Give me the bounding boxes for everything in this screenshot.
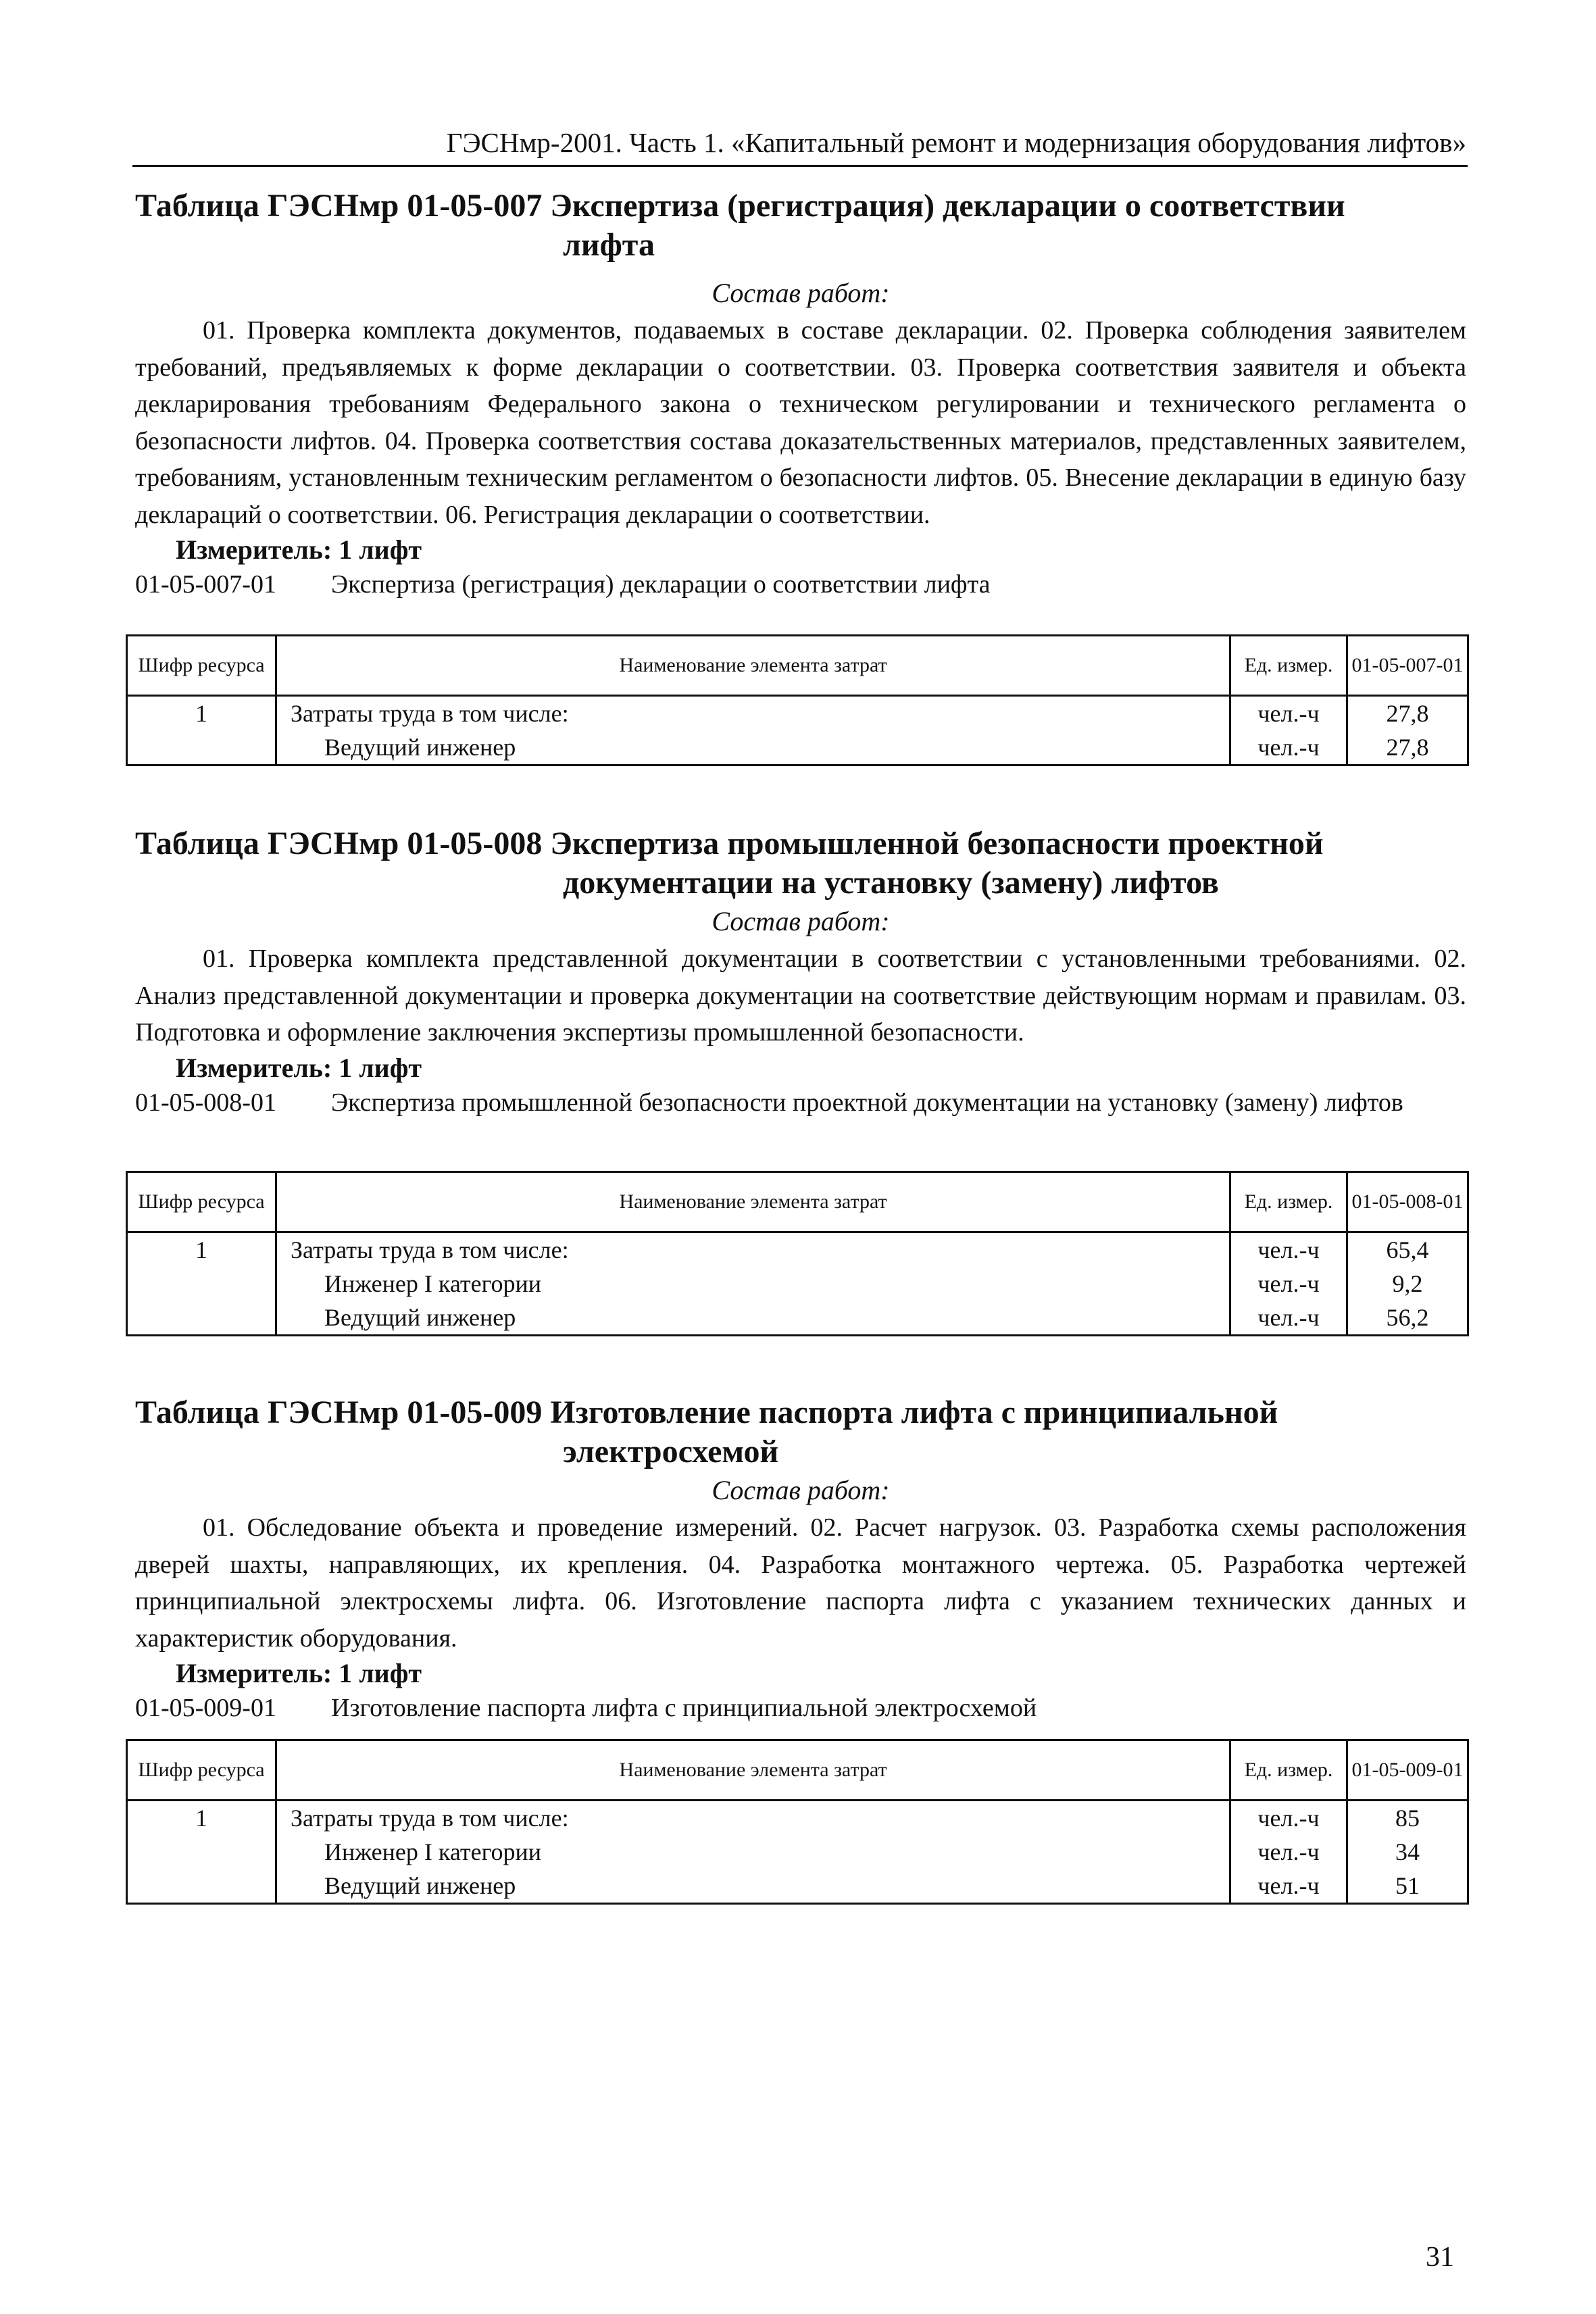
table-row — [127, 1835, 1468, 1869]
table-header-row — [127, 1740, 1468, 1801]
table-row — [127, 1869, 1468, 1904]
header-cost-element: Наименование элемента затрат — [276, 636, 1230, 696]
header-resource-code: Шифр ресурса — [127, 636, 276, 696]
header-resource-code: Шифр ресурса — [127, 1172, 276, 1232]
cell-code — [127, 1835, 276, 1869]
meter-label: Измеритель: 1 лифт — [176, 1658, 422, 1688]
section-01-05-007 — [135, 186, 1466, 603]
section-01-05-009 — [135, 1393, 1466, 1726]
cell-unit: чел.-ч — [1230, 1301, 1347, 1336]
table-row — [127, 1801, 1468, 1836]
header-resource-code: Шифр ресурса — [127, 1740, 276, 1801]
header-norm-code: 01-05-008-01 — [1347, 1172, 1468, 1232]
header-norm-code: 01-05-007-01 — [1347, 636, 1468, 696]
table-row — [127, 696, 1468, 731]
cell-value: 85 — [1347, 1801, 1468, 1836]
section-title — [135, 1393, 1466, 1472]
meter-label: Измеритель: 1 лифт — [176, 1052, 422, 1083]
cell-code: 1 — [127, 1801, 276, 1836]
norm-code-line — [135, 1085, 1466, 1121]
header-unit: Ед. измер. — [1230, 1172, 1347, 1232]
works-composition-text: 01. Проверка комплекта представленной документации в соответствии с установленными требованиями. 02. Анализ представленной документации и проверка документации на соответствие действующим нормам и правилам. 03. Подготовка и оформление заключения экспертизы промышленной безопасности. — [135, 945, 1466, 1047]
works-composition-label: Состав работ: — [712, 1475, 890, 1505]
works-composition-text: 01. Проверка комплекта документов, подаваемых в составе декларации. 02. Проверка соблюдения заявителем требований, предъявляемых к форме декларации о соответствии. 03. Проверка соответствия заявителя и объекта декларирования требованиям Федерального закона о техническом регулировании и технического регламента о безопасности лифтов. 04. Проверка соответствия состава доказательственных материалов, представленных заявителем, требованиям, установленным техническим регламентом о безопасности лифтов. 05. Внесение декларации в единую базу деклараций о соответствии. 06. Регистрация декларации о соответствии. — [135, 316, 1466, 529]
cell-unit: чел.-ч — [1230, 1232, 1347, 1267]
cell-value: 34 — [1347, 1835, 1468, 1869]
header-cost-element: Наименование элемента затрат — [276, 1172, 1230, 1232]
header-unit: Ед. измер. — [1230, 636, 1347, 696]
norm-code: 01-05-008-01 — [135, 1088, 276, 1117]
cell-value: 9,2 — [1347, 1267, 1468, 1301]
cell-value: 27,8 — [1347, 696, 1468, 731]
section-01-05-008 — [135, 824, 1466, 1121]
cell-name: Затраты труда в том числе: — [276, 1801, 1230, 1836]
cell-unit: чел.-ч — [1230, 696, 1347, 731]
cell-name: Затраты труда в том числе: — [276, 1232, 1230, 1267]
cell-value: 27,8 — [1347, 730, 1468, 765]
table-row — [127, 730, 1468, 765]
cell-code — [127, 1301, 276, 1336]
header-cost-element: Наименование элемента затрат — [276, 1740, 1230, 1801]
section-title-line-2: документации на установку (замену) лифтов — [563, 865, 1219, 901]
section-title — [135, 824, 1466, 903]
norm-description: Экспертиза (регистрация) декларации о соответствии лифта — [331, 570, 991, 599]
cell-unit: чел.-ч — [1230, 1267, 1347, 1301]
norm-table-01-05-007 — [126, 634, 1469, 766]
cell-name: Затраты труда в том числе: — [276, 696, 1230, 731]
header-rule — [132, 165, 1468, 167]
table-row — [127, 1232, 1468, 1267]
works-composition-label: Состав работ: — [712, 906, 890, 936]
works-composition-label: Состав работ: — [712, 278, 890, 308]
norm-table-01-05-009 — [126, 1739, 1469, 1905]
table-row — [127, 1267, 1468, 1301]
cell-code — [127, 1267, 276, 1301]
cell-code — [127, 1869, 276, 1904]
page-number: 31 — [1426, 2242, 1454, 2273]
section-title-line-2: лифта — [563, 227, 655, 263]
meter-label: Измеритель: 1 лифт — [176, 534, 422, 565]
section-title-line-1: Таблица ГЭСНмр 01-05-007 Экспертиза (регистрация) декларации о соответствии — [135, 188, 1345, 224]
norm-code: 01-05-009-01 — [135, 1694, 276, 1722]
cell-unit: чел.-ч — [1230, 1869, 1347, 1904]
cell-code: 1 — [127, 1232, 276, 1267]
cell-code — [127, 730, 276, 765]
norm-description: Экспертиза промышленной безопасности проектной документации на установку (замену) лифтов — [331, 1088, 1403, 1117]
norm-description: Изготовление паспорта лифта с принципиальной электросхемой — [331, 1694, 1037, 1722]
works-composition-text: 01. Обследование объекта и проведение измерений. 02. Расчет нагрузок. 03. Разработка схемы расположения дверей шахты, направляющих, их крепления. 04. Разработка монтажного чертежа. 05. Разработка чертежей принципиальной электросхемы лифта. 06. Изготовление паспорта лифта с указанием технических данных и характеристик оборудования. — [135, 1513, 1466, 1653]
cell-name: Ведущий инженер — [276, 1869, 1230, 1904]
header-unit: Ед. измер. — [1230, 1740, 1347, 1801]
norm-code-line — [135, 1690, 1466, 1726]
section-title — [135, 186, 1466, 265]
table-row — [127, 1301, 1468, 1336]
cell-unit: чел.-ч — [1230, 1835, 1347, 1869]
cell-code: 1 — [127, 696, 276, 731]
norm-code: 01-05-007-01 — [135, 570, 276, 599]
section-title-line-1: Таблица ГЭСНмр 01-05-008 Экспертиза промышленной безопасности проектной — [135, 826, 1324, 861]
cell-unit: чел.-ч — [1230, 1801, 1347, 1836]
section-title-line-2: электросхемой — [563, 1434, 779, 1469]
cell-name: Ведущий инженер — [276, 730, 1230, 765]
cell-name: Инженер I категории — [276, 1835, 1230, 1869]
cell-value: 65,4 — [1347, 1232, 1468, 1267]
section-title-line-1: Таблица ГЭСНмр 01-05-009 Изготовление паспорта лифта с принципиальной — [135, 1394, 1278, 1430]
table-header-row — [127, 636, 1468, 696]
cell-value: 56,2 — [1347, 1301, 1468, 1336]
cell-name: Инженер I категории — [276, 1267, 1230, 1301]
norm-code-line — [135, 567, 1466, 603]
table-header-row — [127, 1172, 1468, 1232]
cell-unit: чел.-ч — [1230, 730, 1347, 765]
running-head: ГЭСНмр-2001. Часть 1. «Капитальный ремонт и модернизация оборудования лифтов» — [446, 127, 1466, 158]
header-norm-code: 01-05-009-01 — [1347, 1740, 1468, 1801]
cell-value: 51 — [1347, 1869, 1468, 1904]
norm-table-01-05-008 — [126, 1171, 1469, 1336]
cell-name: Ведущий инженер — [276, 1301, 1230, 1336]
